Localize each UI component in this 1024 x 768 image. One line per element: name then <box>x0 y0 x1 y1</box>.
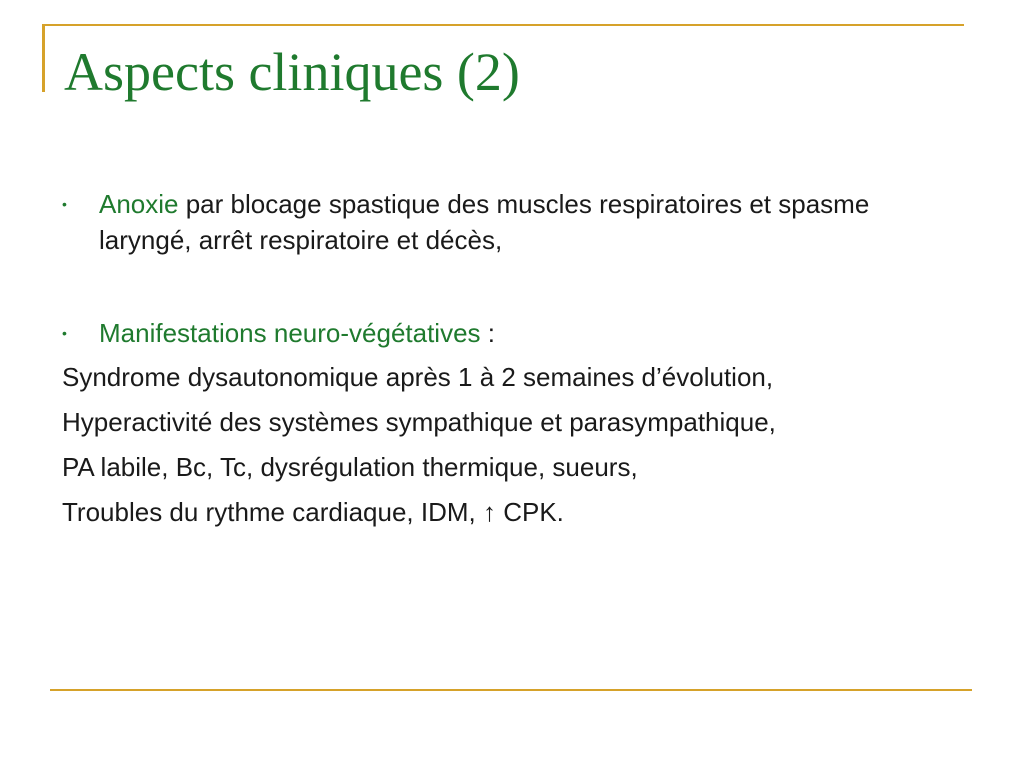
slide-title: Aspects cliniques (2) <box>64 42 520 102</box>
bullet-text-anoxie: par blocage spastique des muscles respiratoires et spasme laryngé, arrêt respiratoire et décès, <box>99 189 870 255</box>
line-syndrome: Syndrome dysautonomique après 1 à 2 semaines d’évolution, <box>62 362 774 392</box>
bullet-marker: • <box>62 196 67 212</box>
bullet-highlight-neuro: Manifestations neuro-végétatives <box>99 318 481 348</box>
bullet-text-neuro: : <box>480 318 495 348</box>
bullet-marker: • <box>62 325 67 341</box>
line-pa-labile: PA labile, Bc, Tc, dysrégulation thermique, sueurs, <box>62 452 638 482</box>
frame-left-line <box>42 24 45 92</box>
frame-top-line <box>44 24 964 26</box>
line-hyperactivite: Hyperactivité des systèmes sympathique et parasympathique, <box>62 407 776 437</box>
frame-bottom-line <box>50 689 972 691</box>
line-troubles: Troubles du rythme cardiaque, IDM, ↑ CPK. <box>62 497 564 527</box>
bullet-neuro-vegetatives <box>62 315 962 351</box>
bullet-anoxie <box>62 186 962 258</box>
slide-content <box>62 186 962 535</box>
bullet-highlight-anoxie: Anoxie <box>99 189 179 219</box>
